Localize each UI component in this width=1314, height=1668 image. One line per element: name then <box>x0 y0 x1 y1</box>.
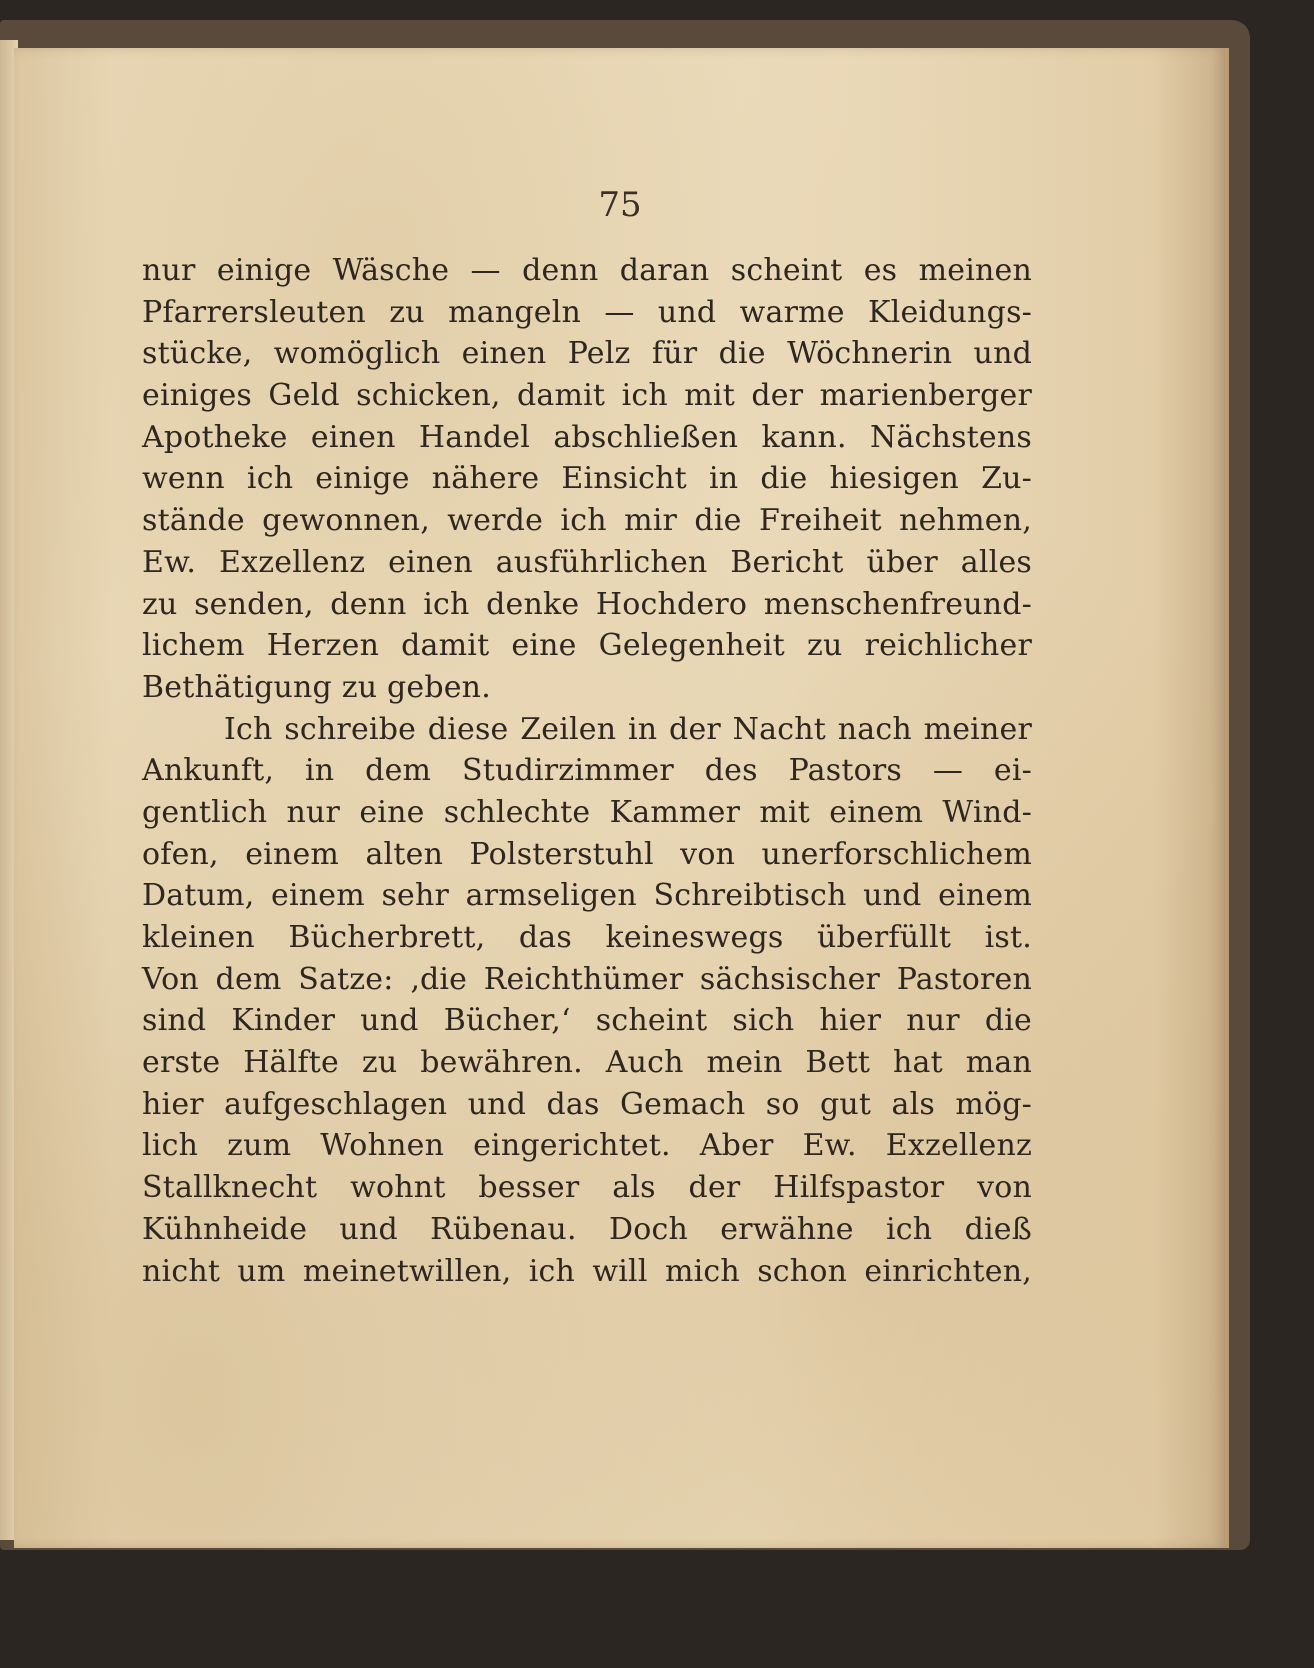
text-line: nur einige Wäsche — denn daran scheint es meinen <box>142 253 1032 288</box>
text-line: hier aufgeschlagen und das Gemach so gut als mög- <box>142 1086 1032 1122</box>
text-line: kleinen Bücherbrett, das keineswegs überfüllt ist. <box>142 920 1032 955</box>
text-line: lich zum Wohnen eingerichtet. Aber Ew. Exzellenz <box>142 1128 1032 1164</box>
text-line: erste Hälfte zu bewähren. Auch mein Bett hat man <box>142 1045 1032 1081</box>
book-page <box>14 48 1229 1548</box>
text-line: Apotheke einen Handel abschließen kann. Nächstens <box>142 419 1032 455</box>
text-line: Pfarrersleuten zu mangeln — und warme Kleidungs- <box>142 294 1032 330</box>
text-line: Ich schreibe diese Zeilen in der Nacht nach meiner <box>224 711 1032 747</box>
text-line: sind Kinder und Bücher,‘ scheint sich hier nur die <box>142 1003 1032 1039</box>
text-line: Ew. Exzellenz einen ausführlichen Bericht über alles <box>142 544 1032 580</box>
text-line: ofen, einem alten Polsterstuhl von unerforschlichem <box>142 836 1032 872</box>
text-line: gentlich nur eine schlechte Kammer mit einem Wind- <box>142 794 1032 830</box>
text-line: Ankunft, in dem Studirzimmer des Pastors — ei- <box>142 753 1032 789</box>
text-line: wenn ich einige nähere Einsicht in die hiesigen Zu- <box>142 461 1032 497</box>
text-line: einiges Geld schicken, damit ich mit der marienberger <box>142 378 1032 414</box>
text-line: Datum, einem sehr armseligen Schreibtisch und einem <box>142 878 1032 914</box>
text-line: stücke, womöglich einen Pelz für die Wöchnerin und <box>142 336 1032 372</box>
text-line: zu senden, denn ich denke Hochdero menschenfreund- <box>142 586 1032 622</box>
text-line: stände gewonnen, werde ich mir die Freiheit nehmen, <box>142 503 1032 539</box>
text-line: Von dem Satze: ‚die Reichthümer sächsischer Pastoren <box>142 961 1032 997</box>
text-line: Kühnheide und Rübenau. Doch erwähne ich dieß <box>142 1211 1032 1247</box>
text-line: Bethätigung zu geben. <box>142 669 491 705</box>
page-number: 75 <box>598 185 642 225</box>
text-line: lichem Herzen damit eine Gelegenheit zu reichlicher <box>142 628 1032 664</box>
text-line: nicht um meinetwillen, ich will mich schon einrichten, <box>142 1253 1032 1289</box>
text-line: Stallknecht wohnt besser als der Hilfspastor von <box>142 1170 1032 1206</box>
body-text <box>142 250 1032 1292</box>
